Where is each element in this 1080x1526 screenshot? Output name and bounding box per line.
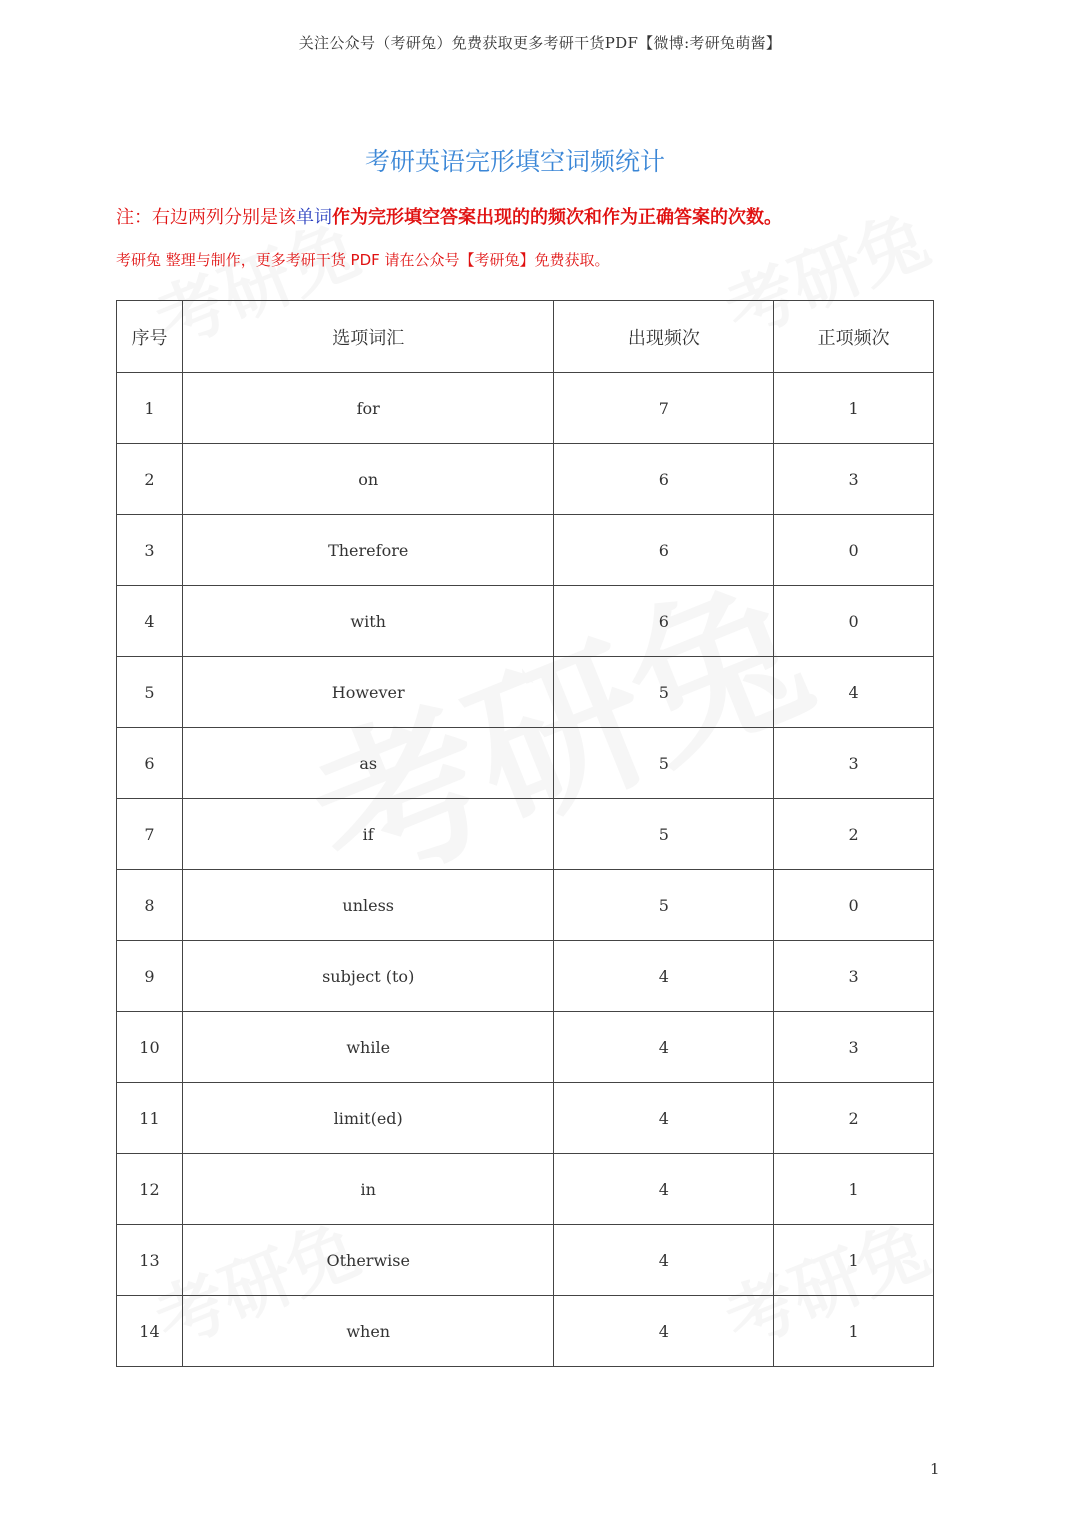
word-frequency-table [116,300,934,1367]
cell-occurrence: 5 [554,870,774,941]
note-suffix: 作为完形填空答案出现的的频次和作为正确答案的次数。 [332,207,782,228]
page-title: 考研英语完形填空词频统计 [364,147,665,176]
table-row [117,1012,934,1083]
cell-occurrence: 5 [554,657,774,728]
table-row [117,941,934,1012]
table-row [117,1296,934,1367]
header-correct: 正项频次 [774,301,934,373]
cell-occurrence: 6 [554,586,774,657]
table-row [117,1154,934,1225]
cell-correct: 3 [774,1012,934,1083]
cell-index: 10 [117,1012,183,1083]
cell-correct: 0 [774,870,934,941]
cell-index: 11 [117,1083,183,1154]
table-row [117,870,934,941]
cell-correct: 1 [774,1225,934,1296]
cell-word: in [182,1154,554,1225]
note-line [116,203,782,229]
cell-index: 2 [117,444,183,515]
cell-index: 1 [117,373,183,444]
cell-word: Otherwise [182,1225,554,1296]
cell-correct: 1 [774,373,934,444]
cell-word: However [182,657,554,728]
cell-index: 5 [117,657,183,728]
cell-word: limit(ed) [182,1083,554,1154]
cell-correct: 2 [774,1083,934,1154]
table-row [117,1083,934,1154]
cell-occurrence: 6 [554,515,774,586]
cell-occurrence: 6 [554,444,774,515]
table-header-row [117,301,934,373]
header-word: 选项词汇 [182,301,554,373]
cell-correct: 2 [774,799,934,870]
cell-word: on [182,444,554,515]
cell-correct: 4 [774,657,934,728]
cell-occurrence: 4 [554,941,774,1012]
cell-index: 6 [117,728,183,799]
header-occurrence: 出现频次 [554,301,774,373]
cell-correct: 1 [774,1296,934,1367]
cell-word: if [182,799,554,870]
page-header: 关注公众号（考研兔）免费获取更多考研干货PDF【微博:考研兔萌酱】 [298,34,782,52]
cell-occurrence: 5 [554,728,774,799]
cell-correct: 0 [774,515,934,586]
cell-word: with [182,586,554,657]
page-number: 1 [930,1460,940,1478]
cell-index: 8 [117,870,183,941]
table-row [117,373,934,444]
cell-correct: 3 [774,941,934,1012]
cell-word: while [182,1012,554,1083]
cell-word: subject (to) [182,941,554,1012]
table-row [117,444,934,515]
table-row [117,657,934,728]
cell-correct: 3 [774,444,934,515]
note-prefix: 注：右边两列分别是该 [116,207,296,228]
cell-word: Therefore [182,515,554,586]
credit-line: 考研兔 整理与制作，更多考研干货 PDF 请在公众号【考研兔】免费获取。 [116,251,610,269]
cell-occurrence: 5 [554,799,774,870]
table-row [117,515,934,586]
cell-index: 4 [117,586,183,657]
cell-occurrence: 4 [554,1012,774,1083]
table-row [117,586,934,657]
cell-correct: 1 [774,1154,934,1225]
cell-occurrence: 7 [554,373,774,444]
cell-occurrence: 4 [554,1154,774,1225]
note-highlight-word: 单词 [296,207,332,228]
cell-index: 3 [117,515,183,586]
cell-word: as [182,728,554,799]
cell-occurrence: 4 [554,1225,774,1296]
cell-word: for [182,373,554,444]
cell-index: 12 [117,1154,183,1225]
cell-index: 14 [117,1296,183,1367]
cell-correct: 0 [774,586,934,657]
table-row [117,728,934,799]
cell-correct: 3 [774,728,934,799]
cell-occurrence: 4 [554,1296,774,1367]
cell-index: 7 [117,799,183,870]
cell-word: unless [182,870,554,941]
table-row [117,799,934,870]
cell-occurrence: 4 [554,1083,774,1154]
cell-word: when [182,1296,554,1367]
cell-index: 13 [117,1225,183,1296]
header-index: 序号 [117,301,183,373]
table-row [117,1225,934,1296]
cell-index: 9 [117,941,183,1012]
